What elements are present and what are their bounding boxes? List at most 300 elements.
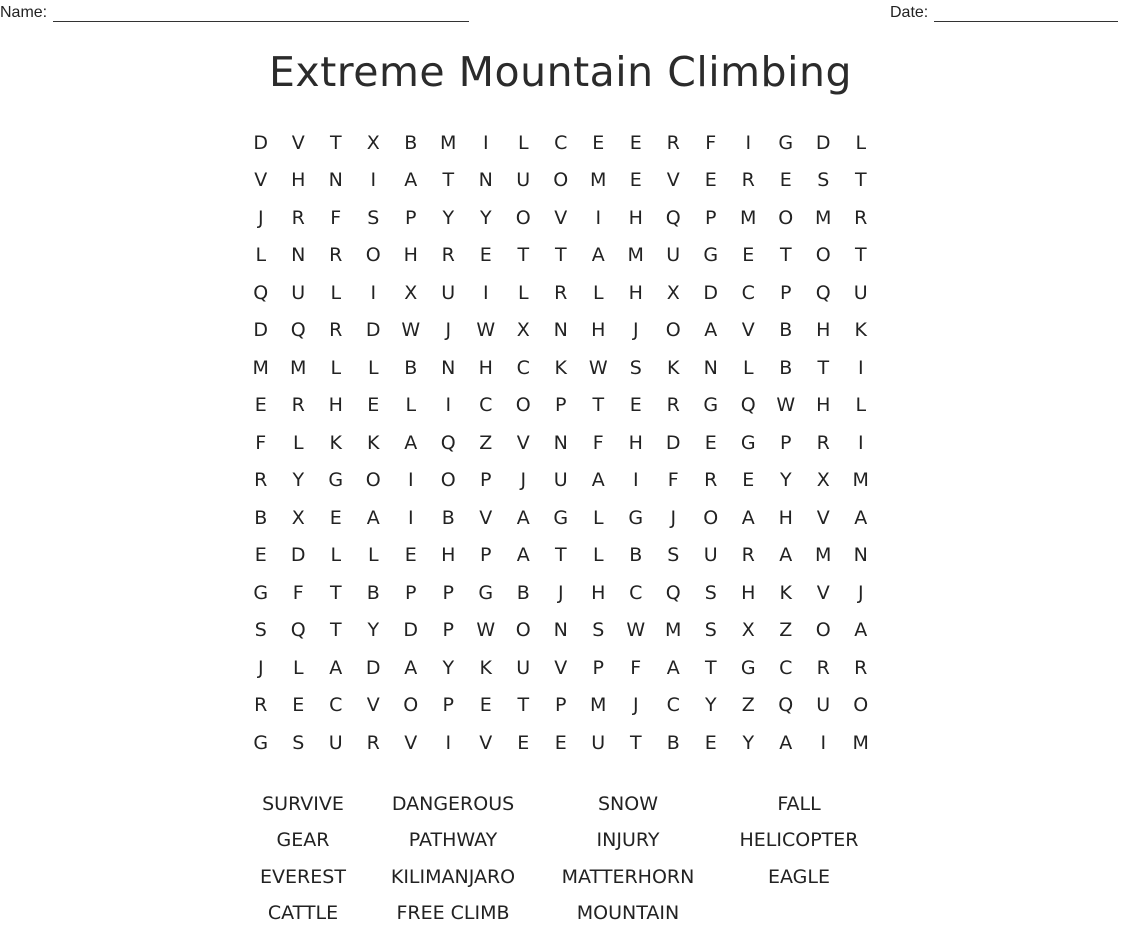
grid-letter: Q (665, 581, 681, 604)
grid-letter: I (370, 169, 377, 192)
grid-letter: E (779, 169, 792, 192)
grid-letter: U (666, 244, 681, 267)
grid-letter: G (253, 581, 269, 604)
grid-letter: P (780, 431, 792, 454)
grid-letter: O (515, 206, 531, 229)
grid-letter: K (854, 319, 867, 342)
grid-letter: I (482, 281, 489, 304)
grid-letter: T (817, 356, 830, 379)
grid-letter: G (740, 656, 756, 679)
name-blank-line[interactable] (53, 5, 469, 22)
grid-letter: R (554, 281, 568, 304)
grid-letter: N (328, 169, 343, 192)
word-list-item: GEAR (276, 829, 330, 852)
grid-letter: I (482, 131, 489, 154)
grid-letter: L (517, 131, 529, 154)
grid-letter: A (366, 506, 380, 529)
grid-letter: C (629, 581, 643, 604)
word-list-item: DANGEROUS (391, 793, 515, 816)
grid-letter: L (592, 506, 604, 529)
grid-letter: D (403, 619, 419, 642)
grid-letter: C (554, 131, 568, 154)
grid-letter: I (445, 394, 452, 417)
grid-letter: L (330, 356, 342, 379)
grid-letter: N (478, 169, 493, 192)
grid-letter: H (441, 544, 456, 567)
grid-letter: R (291, 206, 305, 229)
grid-letter: A (666, 656, 680, 679)
grid-letter: T (854, 244, 867, 267)
grid-letter: A (404, 656, 418, 679)
grid-letter: V (254, 169, 268, 192)
grid-letter: M (740, 206, 757, 229)
grid-letter: U (816, 694, 831, 717)
grid-letter: Z (779, 619, 793, 642)
grid-letter: Q (253, 281, 269, 304)
grid-letter: H (591, 581, 606, 604)
grid-letter: J (632, 319, 639, 342)
grid-letter: P (555, 394, 567, 417)
grid-letter: B (629, 544, 643, 567)
grid-letter: T (329, 581, 342, 604)
puzzle-title: Extreme Mountain Climbing (269, 48, 852, 96)
grid-letter: A (404, 169, 418, 192)
grid-letter: V (666, 169, 680, 192)
grid-letter: F (255, 431, 267, 454)
grid-letter: R (366, 731, 380, 754)
grid-letter: L (292, 656, 304, 679)
grid-letter: E (742, 469, 755, 492)
grid-letter: Y (292, 469, 305, 492)
grid-letter: H (816, 394, 831, 417)
grid-letter: P (592, 656, 604, 679)
grid-letter: S (592, 619, 605, 642)
grid-letter: F (292, 581, 304, 604)
grid-letter: U (328, 731, 343, 754)
grid-letter: L (292, 431, 304, 454)
word-list-item: EVEREST (260, 865, 346, 888)
grid-letter: Y (704, 694, 717, 717)
grid-letter: W (476, 319, 496, 342)
grid-letter: R (666, 394, 680, 417)
date-blank-line[interactable] (934, 5, 1118, 22)
grid-letter: O (553, 169, 569, 192)
grid-letter: M (815, 544, 832, 567)
grid-letter: M (440, 131, 457, 154)
grid-letter: R (254, 694, 268, 717)
grid-letter: B (404, 356, 418, 379)
grid-letter: R (254, 469, 268, 492)
grid-letter: E (517, 731, 530, 754)
grid-letter: W (401, 319, 421, 342)
grid-letter: O (703, 506, 719, 529)
grid-letter: C (741, 281, 755, 304)
grid-letter: B (366, 581, 380, 604)
grid-letter: Q (440, 431, 456, 454)
grid-letter: P (405, 581, 417, 604)
grid-letter: T (554, 544, 567, 567)
grid-letter: D (665, 431, 681, 454)
grid-letter: T (629, 731, 642, 754)
word-list (228, 786, 870, 931)
grid-letter: E (592, 131, 605, 154)
grid-letter: X (366, 131, 380, 154)
grid-letter: U (516, 169, 531, 192)
grid-letter: H (816, 319, 831, 342)
grid-letter: F (592, 431, 604, 454)
grid-letter: L (367, 544, 379, 567)
word-list-item: FALL (777, 793, 821, 816)
grid-letter: P (555, 694, 567, 717)
grid-letter: K (779, 581, 792, 604)
grid-letter: O (365, 244, 381, 267)
grid-letter: Y (442, 656, 455, 679)
grid-letter: V (404, 731, 418, 754)
grid-letter: H (741, 581, 756, 604)
grid-letter: E (479, 694, 492, 717)
grid-letter: I (407, 506, 414, 529)
grid-letter: E (479, 244, 492, 267)
grid-letter: E (292, 694, 305, 717)
grid-letter: W (476, 619, 496, 642)
grid-letter: Q (815, 281, 831, 304)
grid-letter: A (516, 506, 530, 529)
word-list-item: PATHWAY (408, 829, 498, 852)
grid-letter: M (290, 356, 307, 379)
grid-letter: R (816, 656, 830, 679)
word-list-item: SURVIVE (262, 793, 344, 816)
grid-letter: E (329, 506, 342, 529)
grid-letter: N (553, 619, 568, 642)
grid-letter: I (857, 431, 864, 454)
grid-letter: E (254, 394, 267, 417)
grid-letter: E (704, 731, 717, 754)
grid-letter: F (630, 656, 642, 679)
word-list-item: SNOW (597, 793, 658, 816)
grid-letter: E (742, 244, 755, 267)
grid-letter: L (330, 281, 342, 304)
grid-letter: K (329, 431, 342, 454)
grid-letter: D (703, 281, 719, 304)
grid-letter: O (778, 206, 794, 229)
date-field[interactable] (890, 4, 1118, 22)
grid-letter: F (667, 469, 679, 492)
grid-letter: D (253, 131, 269, 154)
grid-letter: E (404, 544, 417, 567)
grid-letter: H (591, 319, 606, 342)
grid-letter: B (254, 506, 268, 529)
grid-letter: N (853, 544, 868, 567)
grid-letter: A (404, 431, 418, 454)
grid-letter: A (591, 469, 605, 492)
word-list-item: INJURY (596, 829, 660, 852)
grid-letter: W (776, 394, 796, 417)
grid-letter: Y (742, 731, 755, 754)
grid-letter: T (442, 169, 455, 192)
grid-letter: Y (479, 206, 492, 229)
grid-letter: O (665, 319, 681, 342)
grid-letter: A (741, 506, 755, 529)
grid-letter: B (779, 356, 793, 379)
grid-letter: E (254, 544, 267, 567)
grid-letter: U (553, 469, 568, 492)
grid-letter: V (554, 206, 568, 229)
grid-letter: P (480, 469, 492, 492)
grid-letter: A (516, 544, 530, 567)
grid-letter: C (779, 656, 793, 679)
grid-letter: B (779, 319, 793, 342)
grid-letter: T (592, 394, 605, 417)
grid-letter: Z (479, 431, 493, 454)
word-list-item: EAGLE (768, 865, 830, 888)
grid-letter: T (517, 694, 530, 717)
grid-letter: G (703, 244, 719, 267)
grid-letter: G (703, 394, 719, 417)
grid-letter: M (252, 356, 269, 379)
grid-letter: O (515, 619, 531, 642)
grid-letter: P (480, 544, 492, 567)
grid-letter: N (703, 356, 718, 379)
grid-letter: A (591, 244, 605, 267)
grid-letter: P (705, 206, 717, 229)
grid-letter: K (479, 656, 492, 679)
grid-letter: X (741, 619, 755, 642)
grid-letter: P (442, 619, 454, 642)
grid-letter: X (291, 506, 305, 529)
grid-letter: D (253, 319, 269, 342)
grid-letter: G (740, 431, 756, 454)
grid-letter: J (257, 206, 264, 229)
grid-letter: M (590, 694, 607, 717)
word-list-item: CATTLE (267, 902, 339, 925)
grid-letter: M (852, 469, 869, 492)
grid-letter: O (403, 694, 419, 717)
grid-letter: V (816, 506, 830, 529)
grid-letter: U (291, 281, 306, 304)
grid-letter: J (257, 656, 264, 679)
grid-letter: S (667, 544, 680, 567)
word-list-item: HELICOPTER (739, 829, 859, 852)
grid-letter: P (780, 281, 792, 304)
grid-letter: V (816, 581, 830, 604)
grid-letter: R (704, 469, 718, 492)
grid-letter: A (854, 506, 868, 529)
word-list-item: MATTERHORN (561, 865, 695, 888)
grid-letter: F (330, 206, 342, 229)
grid-letter: E (704, 169, 717, 192)
grid-letter: C (516, 356, 530, 379)
grid-letter: S (704, 619, 717, 642)
grid-letter: E (554, 731, 567, 754)
grid-letter: L (592, 544, 604, 567)
grid-letter: U (703, 544, 718, 567)
grid-letter: M (852, 731, 869, 754)
grid-letter: I (857, 356, 864, 379)
grid-letter: X (816, 469, 830, 492)
grid-letter: K (667, 356, 680, 379)
grid-letter: Q (290, 619, 306, 642)
grid-letter: E (629, 131, 642, 154)
name-label: Name: (0, 4, 48, 21)
grid-letter: G (478, 581, 494, 604)
grid-letter: V (516, 431, 530, 454)
grid-letter: T (329, 131, 342, 154)
date-label: Date: (890, 4, 929, 21)
grid-letter: R (291, 394, 305, 417)
grid-letter: N (291, 244, 306, 267)
grid-letter: Q (740, 394, 756, 417)
word-list-item: KILIMANJARO (390, 865, 516, 888)
grid-letter: O (515, 394, 531, 417)
grid-letter: S (292, 731, 305, 754)
grid-letter: I (632, 469, 639, 492)
grid-letter: A (704, 319, 718, 342)
grid-letter: R (329, 244, 343, 267)
grid-letter: Z (741, 694, 755, 717)
grid-letter: R (329, 319, 343, 342)
grid-letter: H (628, 281, 643, 304)
name-field[interactable] (0, 4, 469, 22)
grid-letter: L (330, 544, 342, 567)
grid-letter: R (854, 206, 868, 229)
grid-letter: B (441, 506, 455, 529)
grid-letter: G (553, 506, 569, 529)
grid-letter: A (779, 731, 793, 754)
grid-letter: T (517, 244, 530, 267)
grid-letter: G (628, 506, 644, 529)
grid-letter: V (741, 319, 755, 342)
grid-letter: X (666, 281, 680, 304)
grid-letter: T (554, 244, 567, 267)
grid-letter: D (290, 544, 306, 567)
grid-letter: T (854, 169, 867, 192)
grid-letter: C (666, 694, 680, 717)
grid-letter: A (329, 656, 343, 679)
grid-letter: S (367, 206, 380, 229)
grid-letter: M (590, 169, 607, 192)
grid-letter: Q (665, 206, 681, 229)
grid-letter: D (365, 656, 381, 679)
grid-letter: J (857, 581, 864, 604)
grid-letter: A (854, 619, 868, 642)
grid-letter: J (632, 694, 639, 717)
grid-letter: D (815, 131, 831, 154)
grid-letter: Q (778, 694, 794, 717)
grid-letter: F (705, 131, 717, 154)
grid-letter: L (517, 281, 529, 304)
grid-letter: L (742, 356, 754, 379)
grid-letter: R (441, 244, 455, 267)
grid-letter: L (367, 356, 379, 379)
grid-letter: J (520, 469, 527, 492)
grid-letter: J (670, 506, 677, 529)
grid-letter: E (367, 394, 380, 417)
grid-letter: U (516, 656, 531, 679)
grid-letter: H (478, 356, 493, 379)
grid-letter: R (741, 544, 755, 567)
grid-letter: V (479, 731, 493, 754)
grid-letter: W (626, 619, 646, 642)
grid-letter: G (328, 469, 344, 492)
word-list-item: MOUNTAIN (576, 902, 680, 925)
grid-letter: P (442, 694, 454, 717)
grid-letter: G (778, 131, 794, 154)
grid-letter: V (554, 656, 568, 679)
grid-letter: M (665, 619, 682, 642)
grid-letter: I (595, 206, 602, 229)
grid-letter: O (365, 469, 381, 492)
grid-letter: N (553, 431, 568, 454)
grid-letter: I (370, 281, 377, 304)
grid-letter: H (628, 206, 643, 229)
grid-letter: B (666, 731, 680, 754)
grid-letter: R (816, 431, 830, 454)
grid-letter: A (779, 544, 793, 567)
grid-letter: Q (290, 319, 306, 342)
grid-letter: V (479, 506, 493, 529)
grid-letter: G (253, 731, 269, 754)
grid-letter: S (254, 619, 267, 642)
grid-letter: L (855, 131, 867, 154)
grid-letter: V (291, 131, 305, 154)
grid-letter: S (704, 581, 717, 604)
grid-letter: R (666, 131, 680, 154)
grid-letter: I (745, 131, 752, 154)
grid-letter: X (516, 319, 530, 342)
letter-grid (242, 124, 880, 762)
grid-letter: M (627, 244, 644, 267)
grid-letter: T (329, 619, 342, 642)
grid-letter: X (404, 281, 418, 304)
grid-letter: Y (442, 206, 455, 229)
grid-letter: T (704, 656, 717, 679)
grid-letter: H (291, 169, 306, 192)
grid-letter: K (367, 431, 380, 454)
grid-letter: B (404, 131, 418, 154)
grid-letter: C (329, 694, 343, 717)
grid-letter: K (554, 356, 567, 379)
grid-letter: U (591, 731, 606, 754)
grid-letter: H (628, 431, 643, 454)
grid-letter: W (588, 356, 608, 379)
grid-letter: O (853, 694, 869, 717)
grid-letter: L (592, 281, 604, 304)
grid-letter: U (441, 281, 456, 304)
grid-letter: Y (367, 619, 380, 642)
grid-letter: D (365, 319, 381, 342)
grid-letter: M (815, 206, 832, 229)
grid-letter: S (629, 356, 642, 379)
grid-letter: U (853, 281, 868, 304)
grid-letter: C (479, 394, 493, 417)
grid-letter: O (815, 619, 831, 642)
grid-letter: I (445, 731, 452, 754)
grid-letter: N (553, 319, 568, 342)
grid-letter: T (779, 244, 792, 267)
grid-letter: R (741, 169, 755, 192)
grid-letter: Y (779, 469, 792, 492)
grid-letter: H (403, 244, 418, 267)
grid-letter: L (405, 394, 417, 417)
grid-letter: O (440, 469, 456, 492)
grid-letter: S (817, 169, 830, 192)
grid-letter: L (255, 244, 267, 267)
grid-letter: V (366, 694, 380, 717)
grid-letter: N (441, 356, 456, 379)
grid-letter: E (629, 169, 642, 192)
grid-letter: J (557, 581, 564, 604)
grid-letter: B (516, 581, 530, 604)
